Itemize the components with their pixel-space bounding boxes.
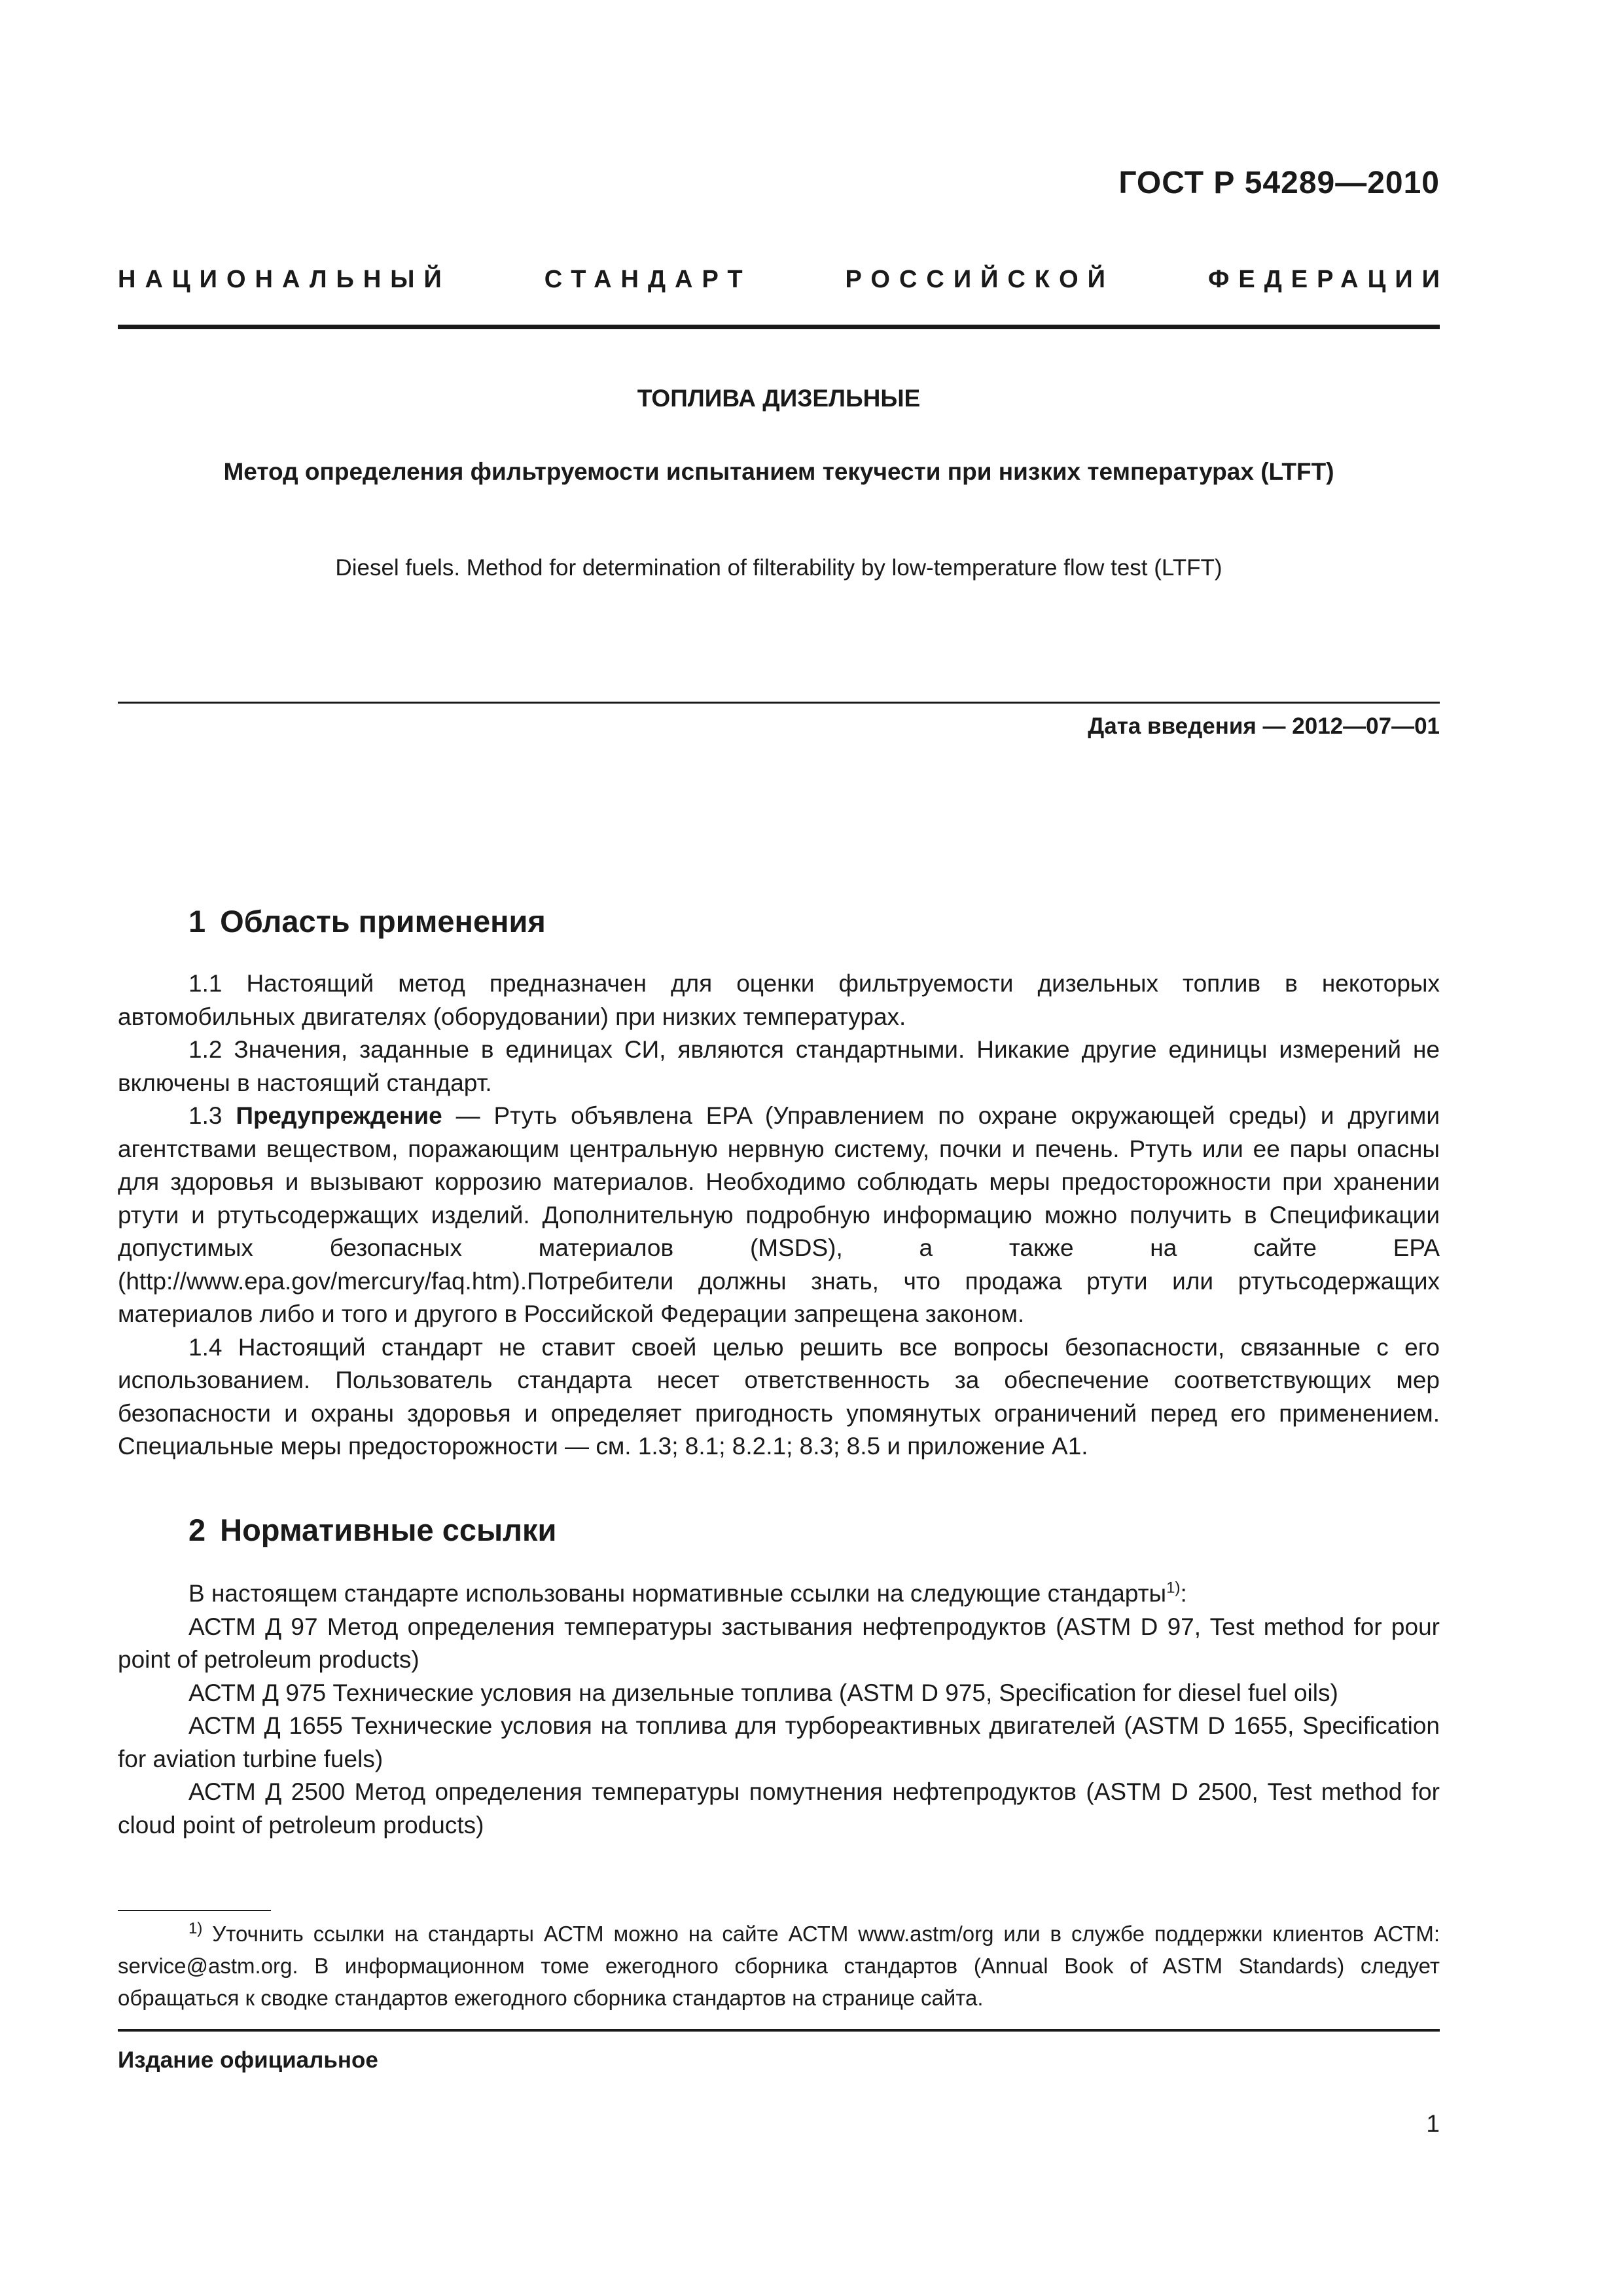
page-number: 1 — [1426, 2110, 1440, 2137]
reference-astm-d97: АСТМ Д 97 Метод определения температуры застывания нефтепродуктов (ASTM D 97, Test method for pour point of petroleum products) — [118, 1613, 1440, 1673]
banner-word-federation: ФЕДЕРАЦИИ — [1207, 266, 1449, 293]
section-1-heading — [188, 903, 546, 939]
banner-word-standard: СТАНДАРТ — [544, 266, 752, 293]
reference-astm-d975: АСТМ Д 975 Технические условия на дизельные топлива (ASTM D 975, Specification for diesel fuel oils) — [188, 1679, 1338, 1706]
paragraph-1-3-number: 1.3 — [188, 1102, 236, 1129]
paragraph-1-3-text: — Ртуть объявлена EPA (Управлением по охране окружающей среды) и другими агентствами веществом, поражающим центральную нервную систему, почки и печень. Ртуть или ее пары опасны для здоровья и вызывают коррозию материалов. Необходимо соблюдать меры предосторожности при хранении ртути и ртутьсодержащих изделий. Дополнительную подробную информацию можно получить в Спецификации допустимых безопасных материалов (MSDS), а также на сайте EPA (http://www.epa.gov/mercury/faq.htm).Потребители должны знать, что продажа ртути или ртутьсодержащих материалов либо и того и другого в Российской Федерации запрещена законом. — [118, 1102, 1440, 1327]
footnote-divider — [118, 1910, 271, 1911]
warning-label: Предупреждение — [236, 1102, 442, 1129]
references-intro — [118, 1577, 1440, 1611]
document-title-english: Diesel fuels. Method for determination of filterability by low-temperature flow test (LTFT) — [335, 555, 1222, 581]
reference-astm-d2500: АСТМ Д 2500 Метод определения температуры помутнения нефтепродуктов (ASTM D 2500, Test method for cloud point of petroleum products) — [118, 1778, 1440, 1839]
gost-number: ГОСТ Р 54289—2010 — [1118, 166, 1440, 200]
document-page — [118, 0, 1449, 2296]
official-edition-label: Издание официальное — [118, 2047, 378, 2073]
banner-word-russian: РОССИЙСКОЙ — [845, 266, 1115, 293]
section-1-body — [118, 967, 1440, 1463]
section-2-heading — [188, 1512, 556, 1548]
paragraph-1-3 — [118, 1100, 1440, 1331]
title-divider — [118, 702, 1440, 704]
footnote-body: Уточнить ссылки на стандарты АСТМ можно на сайте АСТМ www.astm/org или в службе поддержки клиентов АСТМ: service@astm.org. В информационном томе ежегодного сборника стандартов (Annual Book of ASTM Standards) следует обращаться к сводке стандартов ежегодного сборника стандартов на странице сайта. — [118, 1922, 1440, 2010]
footnote-text — [118, 1918, 1440, 2014]
references-intro-text: В настоящем стандарте использованы нормативные ссылки на следующие стандарты — [188, 1580, 1167, 1607]
footer-divider — [118, 2029, 1440, 2032]
section-2-title: Нормативные ссылки — [220, 1513, 557, 1547]
introduction-date: Дата введения — 2012—07—01 — [1088, 713, 1440, 739]
paragraph-1-2: 1.2 Значения, заданные в единицах СИ, являются стандартными. Никакие другие единицы измерений не включены в настоящий стандарт. — [118, 1036, 1440, 1096]
section-1-number: 1 — [188, 904, 206, 939]
paragraph-1-4: 1.4 Настоящий стандарт не ставит своей целью решить все вопросы безопасности, связанные с его использованием. Пользователь стандарта несет ответственность за обеспечение соответствующих мер безопасности и охраны здоровья и определяет пригодность упомянутых ограничений перед его применением. Специальные меры предосторожности — см. 1.3; 8.1; 8.2.1; 8.3; 8.5 и приложение A1. — [118, 1333, 1440, 1460]
paragraph-1-1: 1.1 Настоящий метод предназначен для оценки фильтруемости дизельных топлив в некоторых автомобильных двигателях (оборудовании) при низких температурах. — [118, 970, 1440, 1030]
document-subtitle: Метод определения фильтруемости испытанием текучести при низких температурах (LTFT) — [223, 458, 1334, 485]
footnote — [118, 1918, 1440, 2014]
national-standard-banner — [118, 266, 1449, 294]
footnote-ref-mark[interactable]: 1) — [1166, 1579, 1181, 1597]
section-1-title: Область применения — [220, 904, 546, 939]
document-title: ТОПЛИВА ДИЗЕЛЬНЫЕ — [637, 385, 921, 412]
header-divider — [118, 325, 1440, 329]
banner-word-national: НАЦИОНАЛЬНЫЙ — [118, 266, 451, 293]
footnote-mark: 1) — [188, 1920, 203, 1937]
reference-astm-d1655: АСТМ Д 1655 Технические условия на топлива для турбореактивных двигателей (ASTM D 1655, Specification for aviation turbine fuels) — [118, 1712, 1440, 1772]
references-intro-colon: : — [1180, 1580, 1187, 1607]
section-2-body — [118, 1577, 1440, 1842]
section-2-number: 2 — [188, 1513, 206, 1547]
